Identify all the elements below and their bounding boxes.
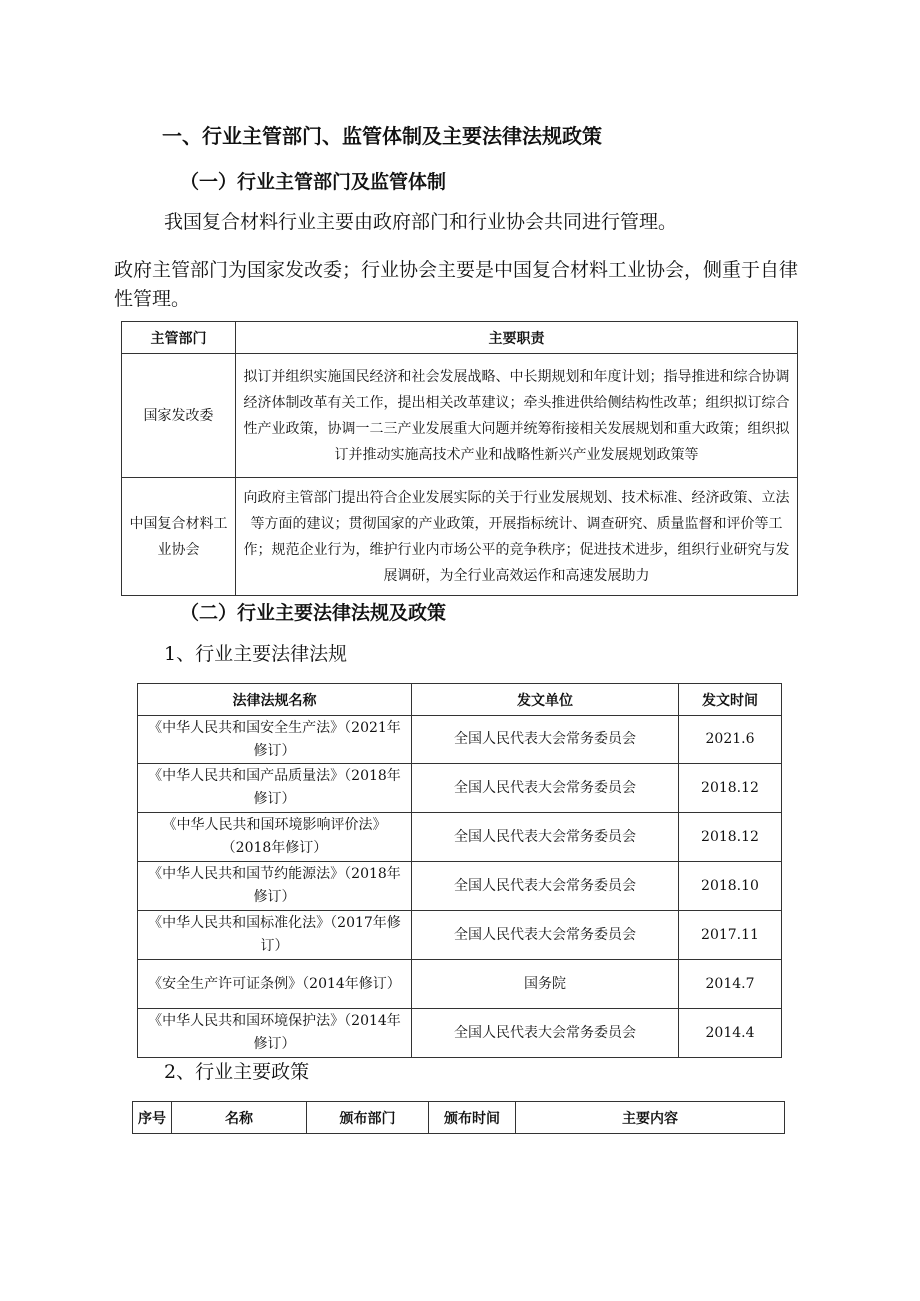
policies-heading: 2、行业主要政策 bbox=[164, 1061, 310, 1083]
law-date-cell: 2021.6 bbox=[679, 716, 782, 764]
law-date-cell: 2014.4 bbox=[679, 1009, 782, 1058]
duty-cell: 拟订并组织实施国民经济和社会发展战略、中长期规划和年度计划；指导推进和综合协调经济体制改革有关工作，提出相关改革建议；牵头推进供给侧结构性改革；组织拟订综合性产业政策，协调一二三产业发展重大问题并统筹衔接相关发展规划和重大政策；组织拟订并推动实施高技术产业和战略性新兴产业发展规划政策等 bbox=[236, 354, 798, 478]
subsection-title-2: （二）行业主要法律法规及政策 bbox=[180, 602, 447, 624]
header-seq: 序号 bbox=[133, 1102, 172, 1134]
law-date-cell: 2018.12 bbox=[679, 813, 782, 862]
header-law-name: 法律法规名称 bbox=[138, 684, 412, 716]
supervision-table bbox=[121, 321, 798, 596]
law-date-cell: 2014.7 bbox=[679, 960, 782, 1009]
law-issuer-cell: 国务院 bbox=[412, 960, 679, 1009]
header-issuing-date: 颁布时间 bbox=[429, 1102, 516, 1134]
header-dept: 主管部门 bbox=[122, 322, 236, 354]
law-name-cell: 《中华人民共和国产品质量法》（2018年修订） bbox=[138, 764, 412, 813]
header-issuer: 发文单位 bbox=[412, 684, 679, 716]
law-name-cell: 《中华人民共和国安全生产法》（2021年修订） bbox=[138, 716, 412, 764]
header-name: 名称 bbox=[172, 1102, 307, 1134]
law-date-cell: 2018.12 bbox=[679, 764, 782, 813]
law-name-cell: 《中华人民共和国标准化法》（2017年修订） bbox=[138, 911, 412, 960]
law-issuer-cell: 全国人民代表大会常务委员会 bbox=[412, 764, 679, 813]
subsection-title-1: （一）行业主管部门及监管体制 bbox=[180, 171, 447, 193]
law-issuer-cell: 全国人民代表大会常务委员会 bbox=[412, 862, 679, 911]
law-name-cell: 《安全生产许可证条例》（2014年修订） bbox=[138, 960, 412, 1009]
laws-heading: 1、行业主要法律法规 bbox=[164, 643, 348, 665]
section-title: 一、行业主管部门、监管体制及主要法律法规政策 bbox=[162, 124, 602, 148]
law-issuer-cell: 全国人民代表大会常务委员会 bbox=[412, 1009, 679, 1058]
law-name-cell: 《中华人民共和国环境保护法》（2014年修订） bbox=[138, 1009, 412, 1058]
dept-cell: 中国复合材料工业协会 bbox=[122, 478, 236, 596]
law-date-cell: 2018.10 bbox=[679, 862, 782, 911]
law-issuer-cell: 全国人民代表大会常务委员会 bbox=[412, 716, 679, 764]
header-content: 主要内容 bbox=[516, 1102, 785, 1134]
law-name-cell: 《中华人民共和国环境影响评价法》（2018年修订） bbox=[138, 813, 412, 862]
law-date-cell: 2017.11 bbox=[679, 911, 782, 960]
law-issuer-cell: 全国人民代表大会常务委员会 bbox=[412, 813, 679, 862]
header-date: 发文时间 bbox=[679, 684, 782, 716]
policies-table bbox=[132, 1101, 785, 1134]
header-issuing-dept: 颁布部门 bbox=[307, 1102, 429, 1134]
intro-paragraph-line2: 政府主管部门为国家发改委；行业协会主要是中国复合材料工业协会，侧重于自律性管理。 bbox=[114, 259, 799, 310]
laws-table bbox=[137, 683, 782, 1058]
duty-cell: 向政府主管部门提出符合企业发展实际的关于行业发展规划、技术标准、经济政策、立法等方面的建议；贯彻国家的产业政策，开展指标统计、调查研究、质量监督和评价等工作；规范企业行为，维护行业内市场公平的竞争秩序；促进技术进步，组织行业研究与发展调研，为全行业高效运作和高速发展助力 bbox=[236, 478, 798, 596]
header-duty: 主要职责 bbox=[236, 322, 798, 354]
dept-cell: 国家发改委 bbox=[122, 354, 236, 478]
law-name-cell: 《中华人民共和国节约能源法》（2018年修订） bbox=[138, 862, 412, 911]
law-issuer-cell: 全国人民代表大会常务委员会 bbox=[412, 911, 679, 960]
intro-paragraph-line1: 我国复合材料行业主要由政府部门和行业协会共同进行管理。 bbox=[164, 211, 678, 233]
